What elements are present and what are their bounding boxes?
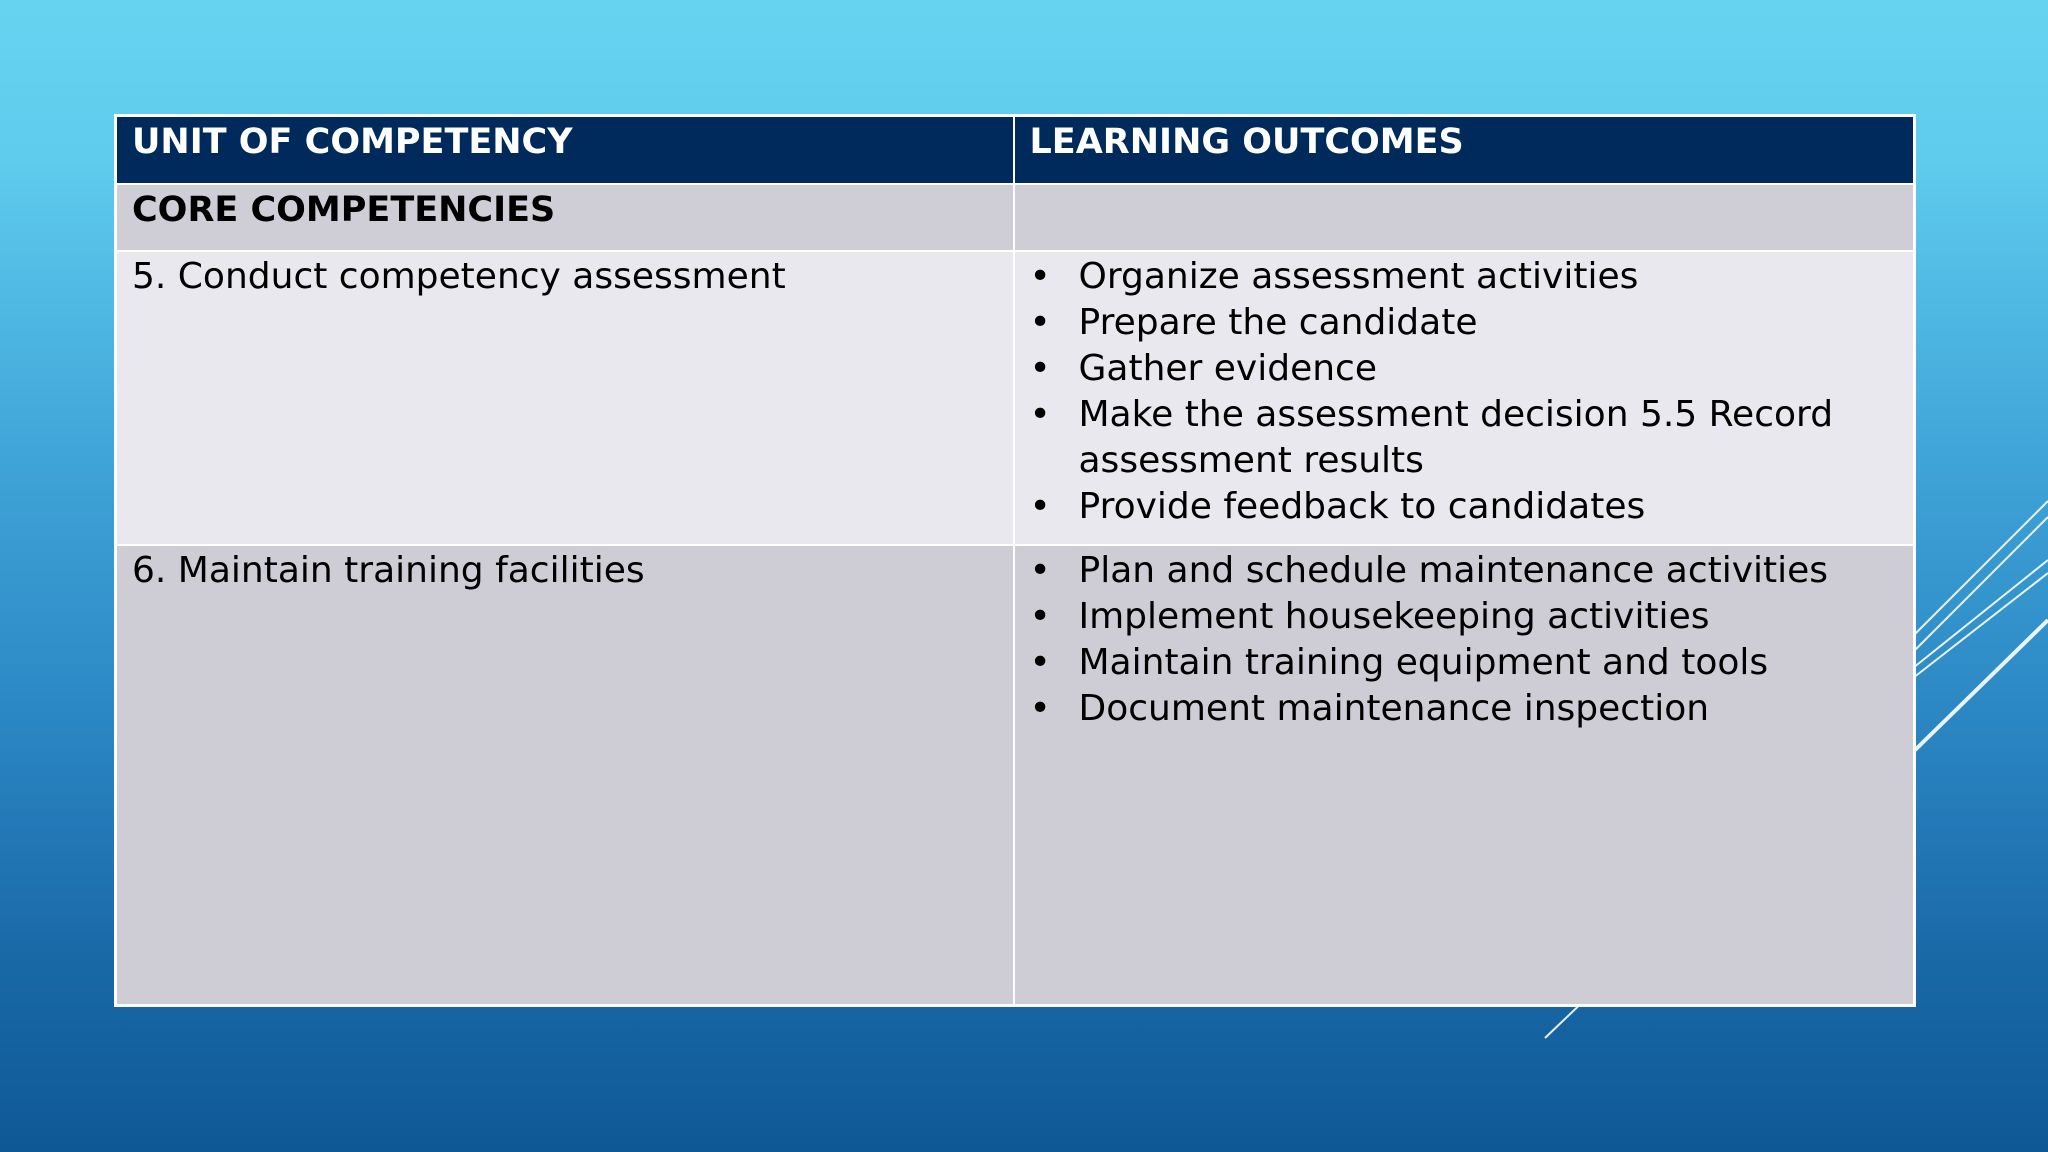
list-item: • Plan and schedule maintenance activities	[1030, 548, 1899, 594]
list-item: • Make the assessment decision 5.5 Record assessment results	[1030, 392, 1899, 484]
table-header-row	[116, 116, 1915, 185]
list-item: • Prepare the candidate	[1030, 300, 1899, 346]
list-item: • Maintain training equipment and tools	[1030, 640, 1899, 686]
list-item: • Organize assessment activities	[1030, 254, 1899, 300]
outcomes-list	[1030, 548, 1899, 732]
unit-of-competency-header: UNIT OF COMPETENCY	[116, 116, 1014, 185]
list-item: • Gather evidence	[1030, 346, 1899, 392]
table-row	[116, 545, 1915, 1006]
list-item: • Document maintenance inspection	[1030, 686, 1899, 732]
list-item: • Provide feedback to candidates	[1030, 484, 1899, 530]
outcomes-list	[1030, 254, 1899, 530]
learning-outcomes-header: LEARNING OUTCOMES	[1014, 116, 1915, 185]
table-row	[116, 251, 1915, 545]
outcomes-cell	[1014, 545, 1915, 1006]
competency-table	[114, 114, 1916, 1007]
list-item: • Implement housekeeping activities	[1030, 594, 1899, 640]
unit-cell: 5. Conduct competency assessment	[116, 251, 1014, 545]
core-competencies-row	[116, 184, 1915, 251]
outcomes-cell	[1014, 251, 1915, 545]
core-competencies-outcomes-cell	[1014, 184, 1915, 251]
core-competencies-label: CORE COMPETENCIES	[116, 184, 1014, 251]
unit-cell: 6. Maintain training facilities	[116, 545, 1014, 1006]
